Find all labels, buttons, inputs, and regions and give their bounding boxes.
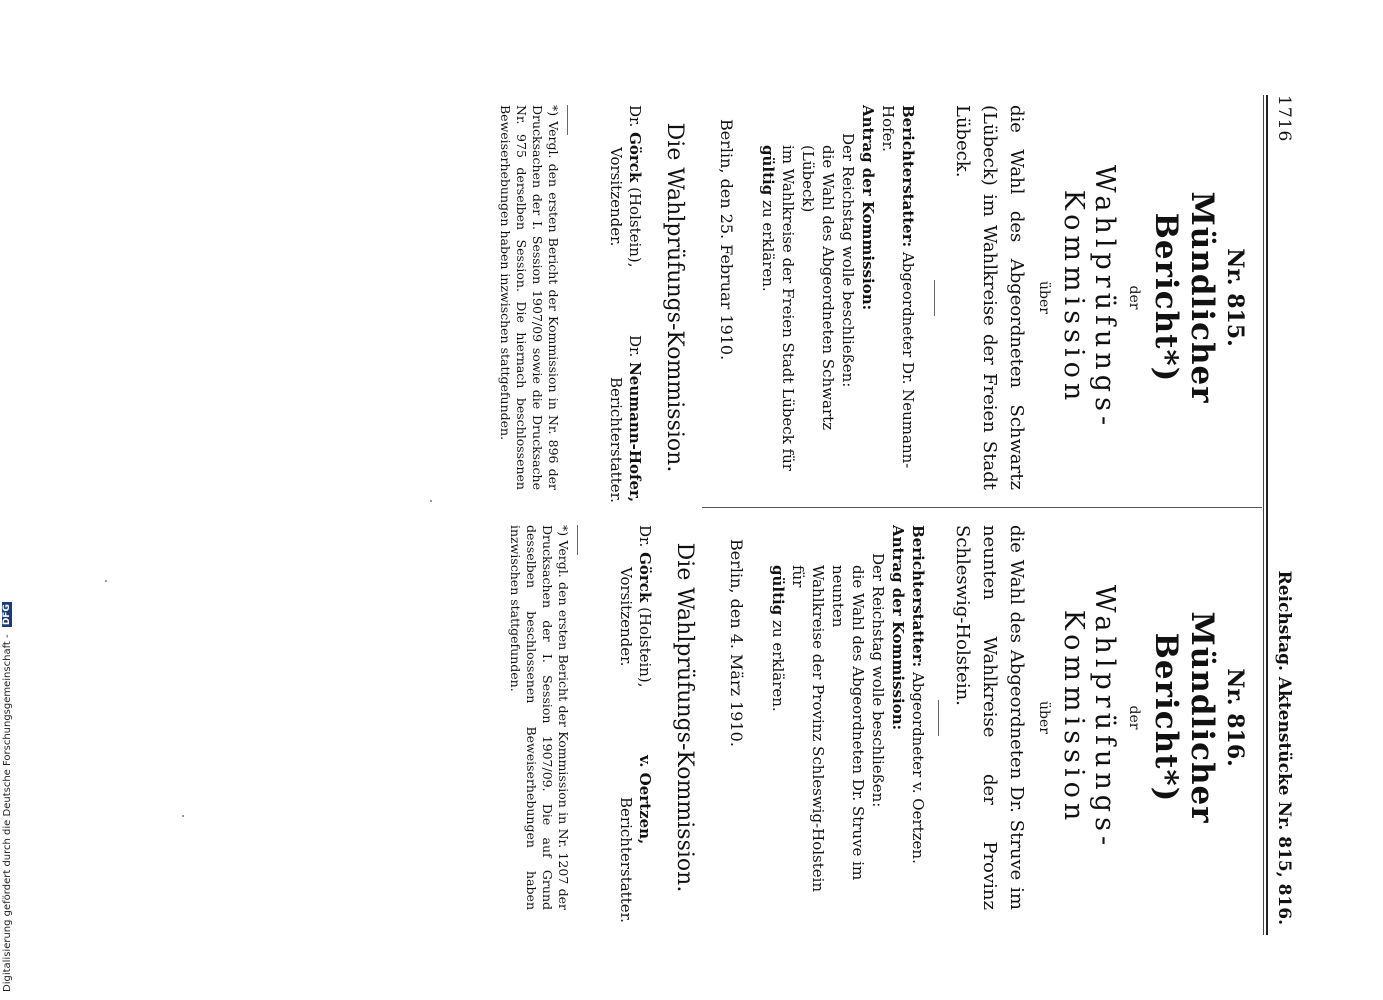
report-number: Nr. 815. [1222, 248, 1248, 347]
sig-chair-name: Görck [636, 552, 654, 603]
antrag-line-1: die Wahl des Abgeordneten Dr. Struve im neunten [829, 565, 867, 881]
signatures [608, 525, 654, 923]
report-kommission: Wahlprüfungs-Kommission [1058, 164, 1120, 431]
report-title: Mündlicher Bericht*) [1148, 611, 1220, 824]
scan-speck [105, 580, 107, 582]
sig-reporter-prefix: Dr. [626, 335, 644, 363]
sig-reporter-name: Neumann-Hofer, [626, 362, 644, 503]
commission-heading: Die Wahlprüfungs-Kommission. [672, 542, 697, 893]
sig-chair-prefix: Dr. [626, 105, 644, 133]
antrag-line-2: Wahlkreise der Provinz Schleswig-Holstein für [789, 565, 827, 893]
signatures [598, 105, 644, 503]
report-ueber: über [1036, 281, 1052, 314]
running-title: Reichstag. Aktenstücke Nr. 815, 816. [1274, 570, 1294, 925]
report-kommission: Wahlprüfungs-Kommission [1058, 584, 1120, 851]
page-header [1266, 95, 1300, 935]
berichterstatter-label: Berichterstatter: [899, 105, 917, 248]
sig-chair-role: Vorsitzender. [617, 567, 635, 667]
antrag-line-3 [768, 525, 788, 910]
header-rule-thin [1263, 95, 1264, 935]
footnote-rule [577, 525, 578, 555]
report-der: der [1126, 705, 1142, 730]
report-date: Berlin, den 25. Februar 1910. [717, 119, 736, 361]
sig-reporter-name: v. Oertzen, [636, 755, 654, 845]
digitization-notice-text: Digitalisierung gefördert durch die Deutsche Forschungsgemeinschaft - [2, 634, 13, 992]
report-date: Berlin, den 4. März 1910. [727, 539, 746, 747]
scan-speck [430, 500, 432, 502]
sig-reporter-role: Berichterstatter. [617, 797, 635, 923]
report-number: Nr. 816. [1222, 668, 1248, 767]
antrag-intro: Der Reichstag wolle beschließen: [839, 133, 857, 388]
digitization-notice [2, 592, 16, 992]
report-ueber: über [1036, 701, 1052, 734]
section-rule [934, 280, 935, 316]
document-page [498, 95, 1300, 995]
sig-chair-name: Görck [626, 132, 644, 183]
antrag-intro: Der Reichstag wolle beschließen: [869, 553, 887, 808]
antrag-end: zu erklären. [769, 615, 787, 712]
footnote: *) Vergl. den ersten Bericht der Kommission in Nr. 896 der Drucksachen der I. Session 1907/09 sowie die Drucksache Nr. 975 derselben Session. Die hiernach beschlossenen Beweiserhebungen haben inzwischen stattgefunden. [498, 105, 561, 490]
antrag-line-3 [758, 105, 778, 490]
sig-chair-role: Vorsitzender. [607, 147, 625, 247]
report-der: der [1126, 285, 1142, 310]
report-816 [507, 525, 1252, 923]
footnote-rule [567, 105, 568, 135]
berichterstatter-name: Abgeordneter Dr. Neumann-Hofer. [879, 105, 917, 469]
sig-chair-suffix: (Holstein), [626, 182, 644, 268]
berichterstatter-label: Berichterstatter: [909, 525, 927, 668]
header-rule [1266, 95, 1268, 935]
dfg-logo-icon: DFG [2, 604, 12, 626]
sig-chair-suffix: (Holstein), [636, 602, 654, 688]
page-number: 1716 [1274, 95, 1294, 143]
footnote: *) Vergl. den ersten Bericht der Kommission in Nr. 1207 der Drucksachen der I. Session 1907/09. Die auf Grund desselben beschlossenen Beweiserhebungen haben inzwischen stattgefunden. [508, 525, 571, 910]
signature-chair [606, 105, 644, 268]
report-815 [497, 105, 1252, 503]
berichterstatter-name: Abgeordneter v. Oertzen. [909, 671, 927, 864]
sig-reporter-role: Berichterstatter. [607, 377, 625, 503]
column-divider [702, 507, 1262, 508]
berichterstatter [878, 105, 918, 490]
antrag-label: Antrag der Kommission: [859, 105, 877, 311]
antrag-label: Antrag der Kommission: [889, 525, 907, 731]
report-subject: die Wahl des Abgeordneten Schwartz (Lübeck) im Wahlkreise der Freien Stadt Lübeck. [952, 105, 1027, 490]
section-rule [938, 700, 939, 736]
antrag-line-2: im Wahlkreise der Freien Stadt Lübeck für [779, 145, 797, 471]
report-subject: die Wahl des Abgeordneten Dr. Struve im neunten Wahlkreise der Provinz Schleswig-Holstein. [952, 525, 1027, 910]
antrag-line-1: die Wahl des Abgeordneten Schwartz (Lübeck) [799, 145, 837, 431]
report-title: Mündlicher Bericht*) [1148, 191, 1220, 404]
berichterstatter [908, 525, 928, 910]
antrag-gueltig: gültig [759, 145, 777, 196]
antrag-end: zu erklären. [759, 195, 777, 292]
signature-reporter [616, 755, 654, 923]
scan-speck [182, 815, 184, 817]
commission-heading: Die Wahlprüfungs-Kommission. [662, 122, 687, 473]
signature-chair [616, 525, 654, 688]
antrag-gueltig: gültig [769, 565, 787, 616]
sig-chair-prefix: Dr. [636, 525, 654, 553]
signature-reporter [606, 335, 644, 503]
